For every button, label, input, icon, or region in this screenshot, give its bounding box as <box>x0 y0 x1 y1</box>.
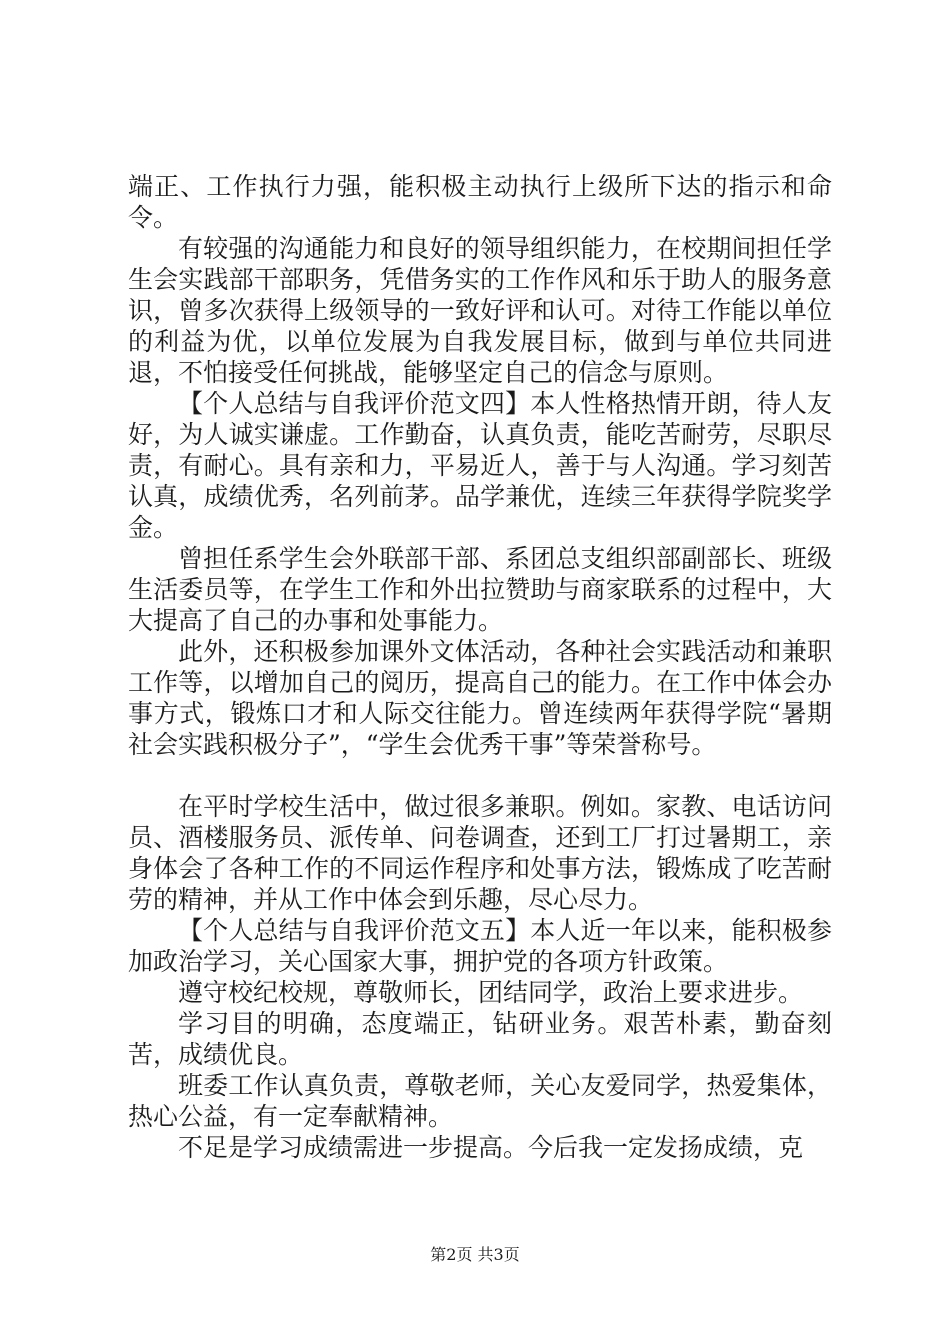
paragraph-7: 【个人总结与自我评价范文五】本人近一年以来，能积极参加政治学习，关心国家大事，拥护党的各项方针政策。 <box>128 916 832 976</box>
document-body <box>128 171 832 1163</box>
paragraph-8: 遵守校纪校规，尊敬师长，团结同学，政治上要求进步。 <box>178 978 804 1007</box>
paragraph-2: 有较强的沟通能力和良好的领导组织能力，在校期间担任学生会实践部干部职务，凭借务实的工作作风和乐于助人的服务意识，曾多次获得上级领导的一致好评和认可。对待工作能以单位的利益为优，以单位发展为自我发展目标，做到与单位共同进退，不怕接受任何挑战，能够坚定自己的信念与原则。 <box>128 234 832 387</box>
paragraph-11: 不足是学习成绩需进一步提高。今后我一定发扬成绩，克 <box>178 1133 804 1162</box>
page-number-footer: 第2页 共3页 <box>430 1245 520 1264</box>
paragraph-5: 此外，还积极参加课外文体活动，各种社会实践活动和兼职工作等，以增加自己的阅历，提高自己的能力。在工作中体会办事方式，锻炼口才和人际交往能力。曾连续两年获得学院“暑期社会实践积极分子”，“学生会优秀干事”等荣誉称号。 <box>128 637 832 759</box>
paragraph-9: 学习目的明确，态度端正，钻研业务。艰苦朴素，勤奋刻苦，成绩优良。 <box>128 1009 832 1069</box>
paragraph-6: 在平时学校生活中，做过很多兼职。例如。家教、电话访问员、酒楼服务员、派传单、问卷调查，还到工厂打过暑期工，亲身体会了各种工作的不同运作程序和处事方法，锻炼成了吃苦耐劳的精神，并从工作中体会到乐趣，尽心尽力。 <box>128 792 832 914</box>
paragraph-1: 端正、工作执行力强，能积极主动执行上级所下达的指示和命令。 <box>128 172 832 232</box>
paragraph-4: 曾担任系学生会外联部干部、系团总支组织部副部长、班级生活委员等，在学生工作和外出拉赞助与商家联系的过程中，大大提高了自己的办事和处事能力。 <box>128 544 832 635</box>
paragraph-10: 班委工作认真负责，尊敬老师，关心友爱同学，热爱集体，热心公益，有一定奉献精神。 <box>128 1071 832 1131</box>
paragraph-3: 【个人总结与自我评价范文四】本人性格热情开朗，待人友好，为人诚实谦虚。工作勤奋，认真负责，能吃苦耐劳，尽职尽责，有耐心。具有亲和力，平易近人，善于与人沟通。学习刻苦认真，成绩优秀，名列前茅。品学兼优，连续三年获得学院奖学金。 <box>128 389 832 542</box>
